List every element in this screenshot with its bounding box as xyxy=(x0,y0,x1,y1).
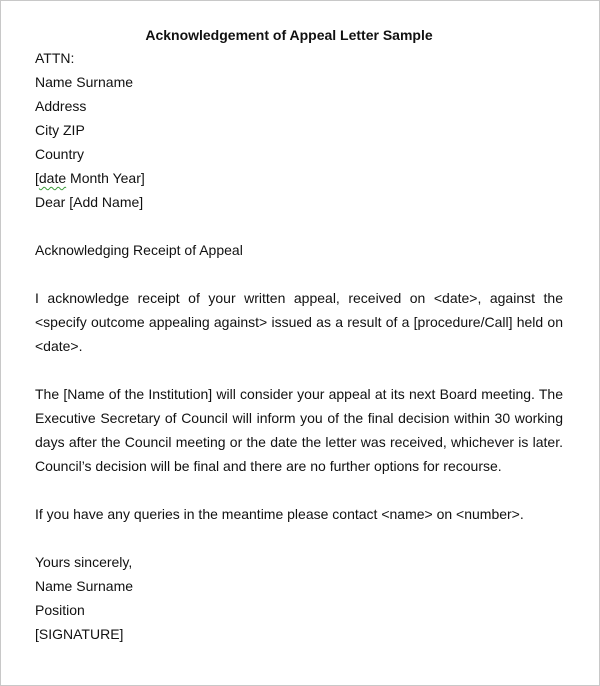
body-paragraph-1: I acknowledge receipt of your written appeal, received on <date>, against the <specify outcome appealing against> issued as a result of a [procedure/Call] held on <date>. xyxy=(35,290,563,354)
signer-name: Name Surname xyxy=(35,578,134,594)
document-title: Acknowledgement of Appeal Letter Sample xyxy=(145,27,433,43)
recipient-address: Address xyxy=(35,98,87,114)
salutation: Dear [Add Name] xyxy=(35,194,144,210)
sign-off: Yours sincerely, xyxy=(35,554,133,570)
recipient-country: Country xyxy=(35,146,85,162)
attn-line: ATTN: xyxy=(35,50,75,66)
recipient-city-zip: City ZIP xyxy=(35,122,85,138)
body-paragraph-3: If you have any queries in the meantime please contact <name> on <number>. xyxy=(35,506,524,522)
date-word: date xyxy=(38,170,67,186)
subject-line: Acknowledging Receipt of Appeal xyxy=(35,242,243,258)
recipient-name: Name Surname xyxy=(35,74,134,90)
signer-position: Position xyxy=(35,602,85,618)
body-paragraph-2: The [Name of the Institution] will consider your appeal at its next Board meeting. The Executive Secretary of Council will inform you of the final decision within 30 working days after the Council meeting or the date the letter was received, whichever is later. Council’s decision will be final and there are no further options for recourse. xyxy=(35,386,563,474)
date-line xyxy=(35,166,563,190)
date-rest: Month Year] xyxy=(66,170,145,186)
letter-document xyxy=(35,25,563,646)
signature-placeholder: [SIGNATURE] xyxy=(35,626,124,642)
date-open-bracket: [ xyxy=(35,170,39,186)
